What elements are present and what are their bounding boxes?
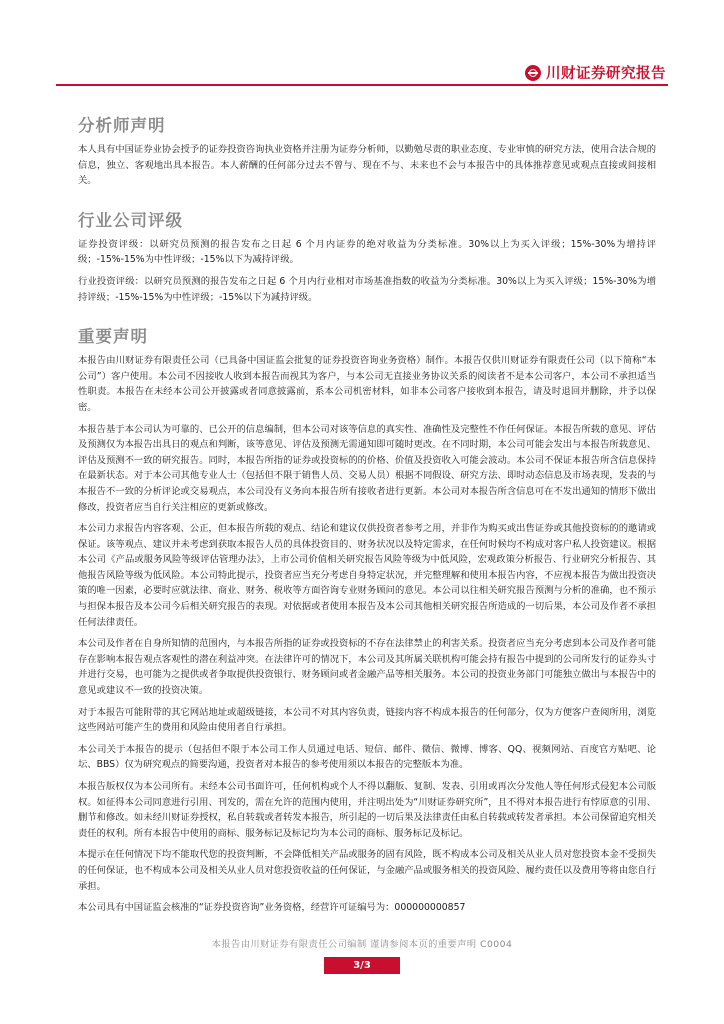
license-paragraph: 本公司具有中国证监会核准的“证券投资咨询”业务资格，经营许可证编号为：000000000857: [78, 902, 466, 914]
section-title-disclaimer: 重要声明: [78, 327, 148, 347]
footer-note: 本报告由川财证券有限责任公司编制 谨请参阅本页的重要声明 C0004: [211, 939, 513, 950]
disclaimer-paragraph: 本公司及作者在自身所知情的范围内，与本报告所指的证券或投资标的不存在法律禁止的利害关系。投资者应当充分考虑到本公司及作者可能存在影响本报告观点客观性的潜在利益冲突。在法律许可的情况下，本公司及其所属关联机构可能会持有报告中提到的公司所发行的证券头寸并进行交易，也可能为之提供或者争取提供投资银行、财务顾问或者金融产品等相关服务。本公司的投资业务部门可能独立做出与本报告中的意见或建议不一致的投资决策。: [78, 638, 656, 697]
disclaimer-paragraph: 本报告版权仅为本公司所有。未经本公司书面许可，任何机构或个人不得以翻版、复制、发表、引用或再次分发他人等任何形式侵犯本公司版权。如征得本公司同意进行引用、刊发的，需在允许的范围内使用，并注明出处为“川财证券研究所”，且不得对本报告进行有悖原意的引用、删节和修改。如未经川财证券授权，私自转载或者转发本报告，所引起的一切后果及法律责任由私自转载或转发者承担。本公司保留追究相关责任的权利。所有本报告中使用的商标、服务标记及标记均为本公司的商标、服务标记及标记。: [78, 781, 656, 839]
page-content: [78, 112, 656, 934]
rating-section: [78, 207, 656, 305]
disclaimer-paragraph: 对于本报告可能附带的其它网站地址或超级链接，本公司不对其内容负责，链接内容不构成本报告的任何部分，仅为方便客户查阅所用，浏览这些网站可能产生的费用和风险由使用者自行承担。: [78, 706, 656, 734]
disclaimer-section: [78, 323, 656, 916]
industry-rating-paragraph: 行业投资评级：以研究员预测的报告发布之日起 6 个月内行业相对市场基准指数的收益为分类标准。30%以上为买入评级；15%-30%为增持评级；-15%-15%为中性评级；-15%以下为减持评级。: [78, 275, 656, 303]
analyst-statement-section: [78, 112, 656, 189]
section-title-analyst: 分析师声明: [78, 116, 166, 135]
disclaimer-paragraph: 本公司关于本报告的提示（包括但不限于本公司工作人员通过电话、短信、邮件、微信、微博、博客、QQ、视频网站、百度官方贴吧、论坛、BBS）仅为研究观点的简要沟通，投资者对本报告的参考使用须以本报告的完整版本为准。: [78, 743, 656, 771]
stock-rating-paragraph: 证券投资评级：以研究员预测的报告发布之日起 6 个月内证券的绝对收益为分类标准。30%以上为买入评级；15%-30%为增持评级；-15%-15%为中性评级；-15%以下为减持评级。: [78, 238, 656, 266]
brand-name: 川财证券研究报告: [546, 65, 666, 82]
page-number: 3/3: [324, 957, 400, 974]
analyst-paragraph: 本人具有中国证券业协会授予的证券投资咨询执业资格并注册为证券分析师，以勤勉尽责的职业态度、专业审慎的研究方法，使用合法合规的信息，独立、客观地出具本报告。本人薪酬的任何部分过去不曾与、现在不与、未来也不会与本报告中的具体推荐意见或观点直接或间接相关。: [78, 144, 656, 187]
sichuan-securities-logo-icon: [525, 65, 541, 81]
header-divider: [56, 84, 668, 86]
disclaimer-paragraph: 本报告基于本公司认为可靠的、已公开的信息编制，但本公司对该等信息的真实性、准确性及完整性不作任何保证。本报告所载的意见、评估及预测仅为本报告出具日的观点和判断，该等意见、评估及预测无需通知即可随时更改。在不同时期，本公司可能会发出与本报告所载意见、评估及预测不一致的研究报告。同时，本报告所指的证券或投资标的的价格、价值及投资收入可能会波动。本公司不保证本报告所含信息保持在最新状态。对于本公司其他专业人士（包括但不限于销售人员、交易人员）根据不同假设、研究方法、即时动态信息及市场表现，发表的与本报告不一致的分析评论或交易观点，本公司没有义务向本报告所有接收者进行更新。本公司对本报告所含信息可在不发出通知的情形下做出修改，投资者应当自行关注相应的更新或修改。: [78, 423, 656, 513]
disclaimer-paragraph: 本报告由川财证券有限责任公司（已具备中国证监会批复的证券投资咨询业务资格）制作。本报告仅供川财证券有限责任公司（以下简称“本公司”）客户使用。本公司不因接收人收到本报告而视其为客户，与本公司无直接业务协议关系的阅读者不是本公司客户，本公司不承担适当性职责。本报告在未经本公司公开披露或者同意披露前，系本公司机密材料，如非本公司客户接收到本报告，请及时退回并删除，并予以保密。: [78, 355, 656, 413]
section-title-rating: 行业公司评级: [78, 210, 183, 230]
brand: [525, 62, 666, 83]
disclaimer-paragraph: 本公司力求报告内容客观、公正，但本报告所载的观点、结论和建议仅供投资者参考之用，并非作为购买或出售证券或其他投资标的的邀请或保证。该等观点、建议并未考虑到获取本报告人员的具体投资目的、财务状况以及特定需求，在任何时候均不构成对客户私人投资建议。根据本公司《产品或服务风险等级评估管理办法》，上市公司价值相关研究报告风险等级为中低风险，宏观政策分析报告、行业研究分析报告、其他报告风险等级为低风险。本公司特此提示，投资者应当充分考虑自身特定状况，并完整理解和使用本报告内容，不应视本报告为做出投资决策的唯一因素，必要时应就法律、商业、财务、税收等方面咨询专业财务顾问的意见。本公司以往相关研究报告预测与分析的准确，也不预示与担保本报告及本公司今后相关研究报告的表现。对依据或者使用本报告及本公司其他相关研究报告所造成的一切后果，本公司及作者不承担任何法律责任。: [78, 523, 656, 628]
page-header: [0, 0, 724, 90]
disclaimer-paragraph: 本提示在任何情况下均不能取代您的投资判断，不会降低相关产品或服务的固有风险，既不构成本公司及相关从业人员对您投资本金不受损失的任何保证，也不构成本公司及相关从业人员对您投资收益的任何保证，与金融产品或服务相关的投资风险、履约责任以及费用等将由您自行承担。: [78, 849, 656, 892]
